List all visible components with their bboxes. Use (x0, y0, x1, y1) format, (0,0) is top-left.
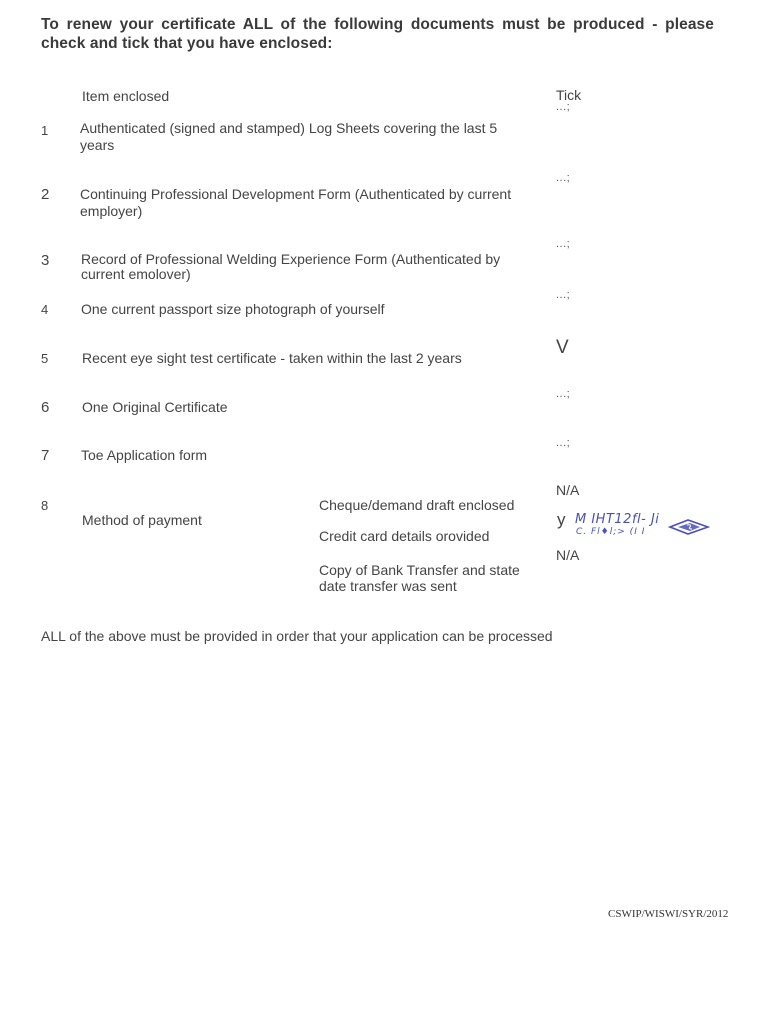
page-heading: To renew your certificate ALL of the following documents must be produced - please check and tick that you have enclosed: (41, 16, 714, 52)
row-item-text: Record of Professional Welding Experience Form (Authenticated by current emolover) (81, 251, 501, 282)
bottom-note: ALL of the above must be provided in order that your application can be processed (41, 628, 553, 644)
document-code: CSWIP/WISWI/SYR/2012 (608, 908, 729, 920)
row-item-text: Authenticated (signed and stamped) Log Sheets covering the last 5 years (80, 120, 498, 153)
row-number: 8 (41, 498, 49, 513)
tick-mark: ...; (556, 238, 571, 250)
tick-mark: ...; (556, 437, 571, 449)
item-column-header: Item enclosed (82, 88, 170, 104)
tick-checkmark: V (556, 337, 569, 358)
row-item-text: One current passport size photograph of yourself (81, 301, 385, 317)
row-item-text: Continuing Professional Development Form (Authenticated by current employer) (80, 186, 512, 219)
row-number: 1 (41, 123, 49, 138)
payment-option-credit-card: Credit card details orovided (319, 528, 490, 544)
row-item-text: Recent eye sight test certificate - taken within the last 2 years (82, 350, 462, 366)
row-number: 5 (41, 351, 49, 366)
payment-tick-credit-card: y (557, 510, 566, 529)
row-item-text: One Original Certificate (82, 399, 228, 415)
stamp-scribble-icon (668, 518, 710, 536)
row-number: 4 (41, 302, 49, 317)
row-number: 6 (41, 399, 50, 416)
row-item-text: Toe Application form (81, 447, 208, 463)
tick-mark: ...; (556, 289, 571, 301)
row-number: 3 (41, 252, 50, 269)
row-number: 7 (41, 447, 50, 464)
row-number: 2 (41, 186, 50, 203)
handwritten-signature: M IHT12fl- Ji (575, 512, 660, 527)
payment-option-cheque: Cheque/demand draft enclosed (319, 497, 515, 513)
tick-column-header: Tick (556, 87, 582, 103)
tick-mark: ...; (556, 101, 571, 113)
payment-tick-cheque: N/A (556, 482, 580, 498)
handwritten-signature-subline: C. Fl♦l;> (I I (576, 527, 646, 537)
payment-tick-bank-transfer: N/A (556, 547, 580, 563)
tick-mark: ...; (556, 172, 571, 184)
payment-method-label: Method of payment (82, 512, 202, 528)
payment-option-bank-transfer: Copy of Bank Transfer and state date transfer was sent (319, 562, 520, 594)
tick-mark: ...; (556, 388, 571, 400)
